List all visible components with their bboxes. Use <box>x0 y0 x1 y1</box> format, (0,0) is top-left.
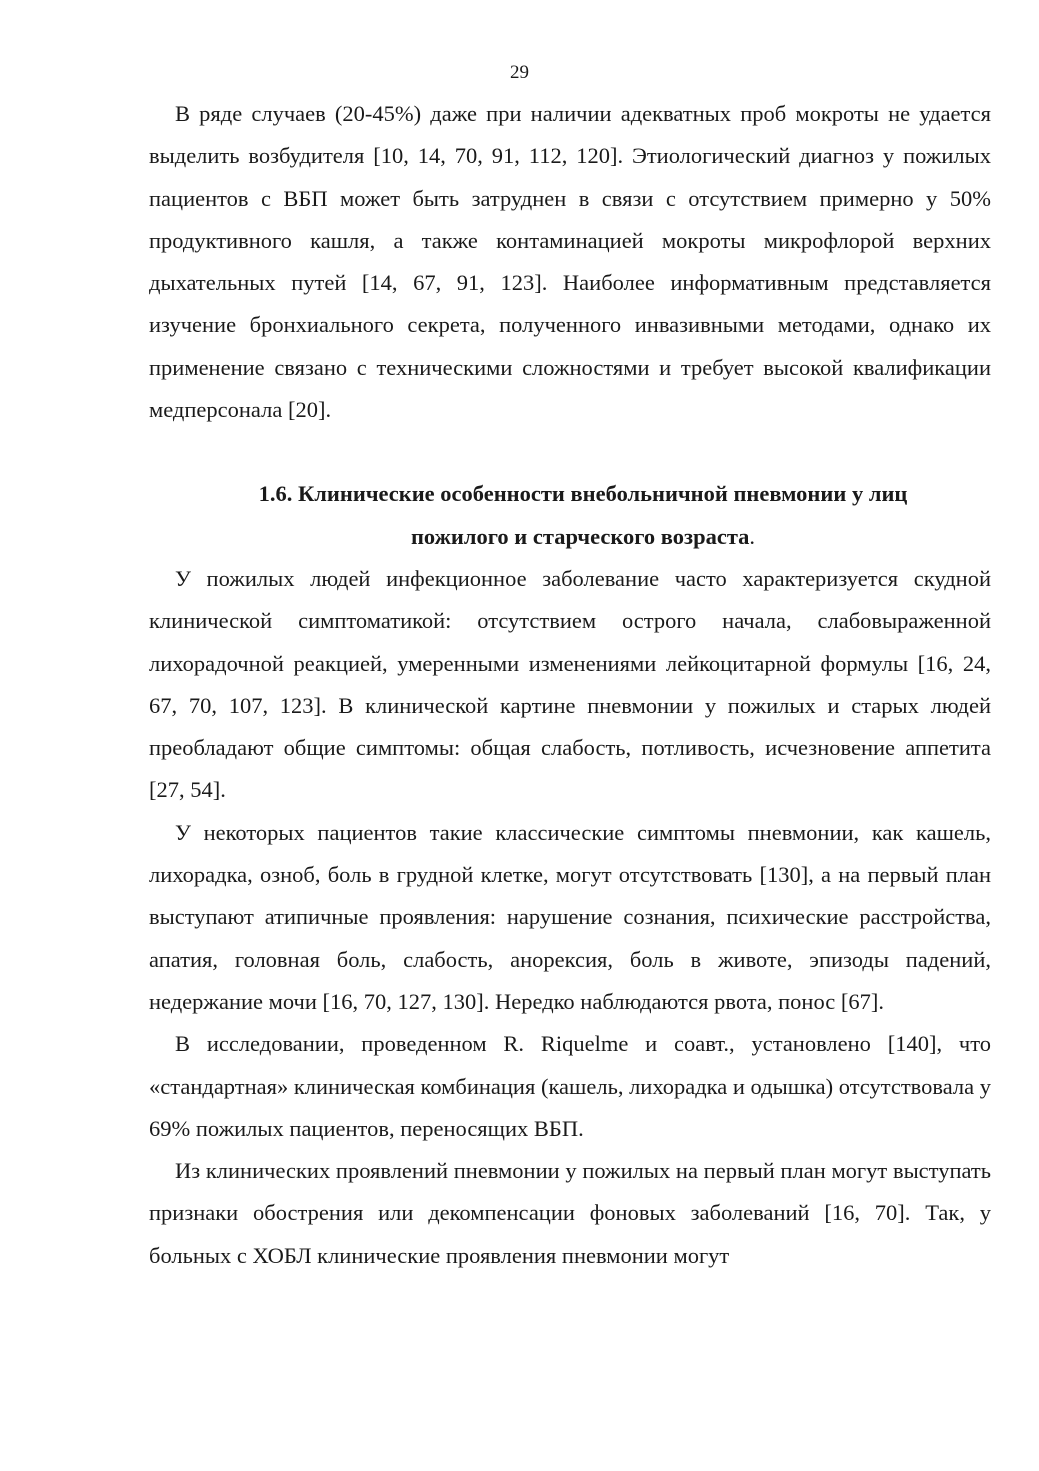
section-heading <box>149 473 991 558</box>
page-number: 29 <box>510 62 529 83</box>
paragraph-scarce-symptoms: У пожилых людей инфекционное заболевание часто характеризуется скудной клинической симптоматикой: отсутствием острого начала, слабовыраженной лихорадочной реакцией, умеренными изменениями лейкоцитарной формулы [16, 24, 67, 70, 107, 123]. В клинической картине пневмонии у пожилых и старых людей преобладают общие симптомы: общая слабость, потливость, исчезновение аппетита [27, 54]. <box>149 565 991 803</box>
paragraph-comorbidity-decompensation: Из клинических проявлений пневмонии у пожилых на первый план могут выступать признаки обострения или декомпенсации фоновых заболеваний [16, 70]. Так, у больных с ХОБЛ клинические проявления пневмонии могут <box>149 1158 991 1268</box>
section-heading-line-2: пожилого и старческого возраста <box>410 523 750 549</box>
paragraph-sputum-diagnostics: В ряде случаев (20-45%) даже при наличии адекватных проб мокроты не удается выделить возбудителя [10, 14, 70, 91, 112, 120]. Этиологический диагноз у пожилых пациентов с ВБП может быть затруднен в связи с отсутствием примерно у 50% продуктивного кашля, а также контаминацией мокроты микрофлорой верхних дыхательных путей [14, 67, 91, 123]. Наиболее информативным представляется изучение бронхиального секрета, полученного инвазивными методами, однако их применение связано с техническими сложностями и требует высокой квалификации медперсонала [20]. <box>149 101 991 423</box>
section-heading-period: . <box>749 523 756 549</box>
page-body <box>149 93 991 1277</box>
paragraph-atypical-manifestations: У некоторых пациентов такие классические симптомы пневмонии, как кашель, лихорадка, озноб, боль в грудной клетке, могут отсутствовать [130], а на первый план выступают атипичные проявления: нарушение сознания, психические расстройства, апатия, головная боль, слабость, анорексия, боль в животе, эпизоды падений, недержание мочи [16, 70, 127, 130]. Нередко наблюдаются рвота, понос [67]. <box>149 819 991 1014</box>
section-heading-line-1: 1.6. Клинические особенности внебольничной пневмонии у лиц <box>258 481 908 507</box>
paragraph-riquelme-study: В исследовании, проведенном R. Riquelme и соавт., установлено [140], что «стандартная» клиническая комбинация (кашель, лихорадка и одышка) отсутствовала у 69% пожилых пациентов, переносящих ВБП. <box>149 1031 991 1141</box>
